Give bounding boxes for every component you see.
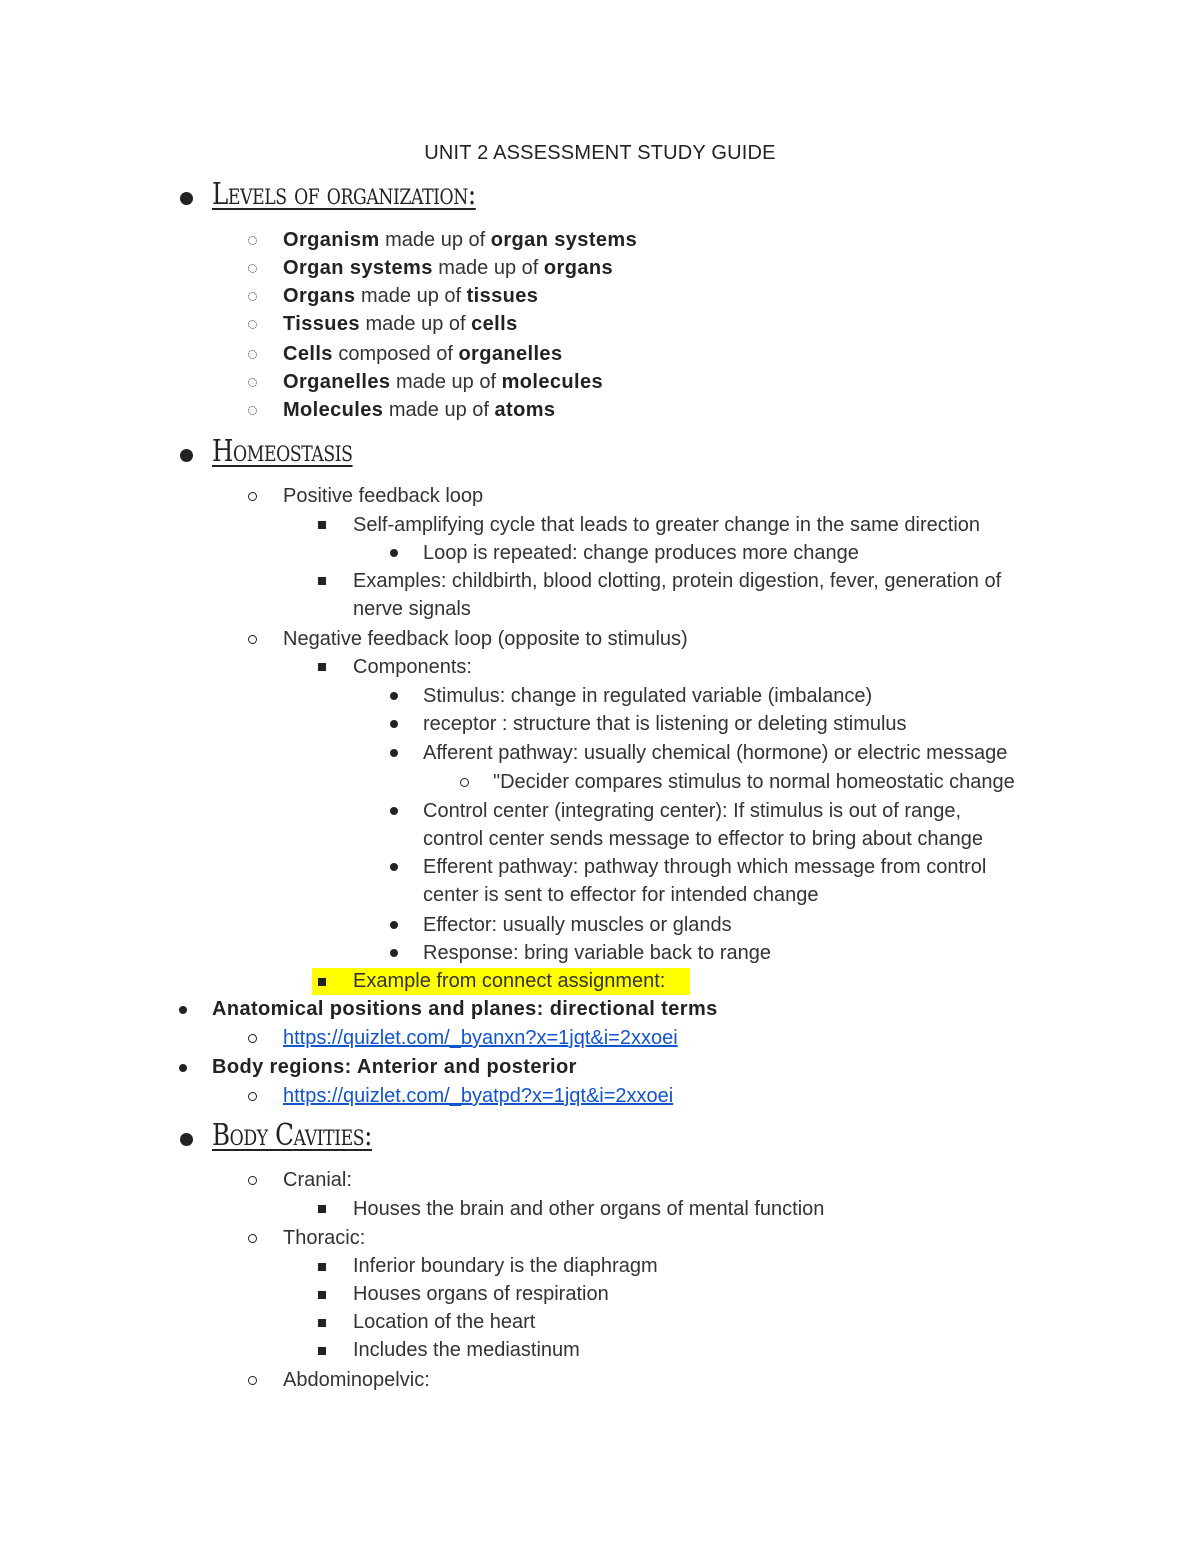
heading-cavities: Body Cavities: [212, 1118, 373, 1153]
bullet-square [318, 663, 326, 671]
list-item-continued: control center sends message to effector to bring about change [423, 828, 983, 850]
bullet-dot [390, 807, 398, 815]
list-item: Includes the mediastinum [353, 1339, 580, 1361]
list-item-continued: nerve signals [353, 598, 471, 620]
bullet-dot [390, 949, 398, 957]
bullet-square [318, 1319, 326, 1327]
list-item: Molecules made up of atoms [283, 399, 556, 421]
bullet-dot [390, 921, 398, 929]
list-item-continued: center is sent to effector for intended change [423, 884, 819, 906]
list-item: Examples: childbirth, blood clotting, protein digestion, fever, generation of [353, 570, 1002, 592]
bullet-dot [180, 192, 193, 205]
bullet-dot [180, 449, 193, 462]
quizlet-link-anatomical[interactable]: https://quizlet.com/_byanxn?x=1jqt&i=2xxoei [283, 1027, 678, 1049]
list-item: Location of the heart [353, 1311, 536, 1333]
highlighted-item: Example from connect assignment: [353, 970, 666, 992]
bullet-square [318, 1347, 326, 1355]
bullet-circle [248, 264, 257, 273]
list-item: Organ systems made up of organs [283, 257, 613, 279]
list-item: Inferior boundary is the diaphragm [353, 1255, 658, 1277]
bullet-dot [179, 1064, 187, 1072]
bullet-square [318, 521, 326, 529]
list-item: Cranial: [283, 1169, 352, 1191]
bullet-circle [248, 1034, 257, 1043]
bullet-circle [248, 492, 257, 501]
bullet-dot [179, 1006, 187, 1014]
section-heading-regions: Body regions: Anterior and posterior [212, 1056, 577, 1078]
list-item: Cells composed of organelles [283, 343, 563, 365]
bullet-circle [248, 406, 257, 415]
list-item: Organs made up of tissues [283, 285, 539, 307]
heading-levels: Levels of organization: [212, 177, 476, 212]
list-item: Houses organs of respiration [353, 1283, 609, 1305]
list-item: Thoracic: [283, 1227, 366, 1249]
list-item: Stimulus: change in regulated variable (imbalance) [423, 685, 873, 707]
list-item: Loop is repeated: change produces more change [423, 542, 859, 564]
list-item: Positive feedback loop [283, 485, 484, 507]
list-item: Abdominopelvic: [283, 1369, 430, 1391]
list-item: Tissues made up of cells [283, 313, 518, 335]
bullet-square [318, 1291, 326, 1299]
bullet-circle [248, 1234, 257, 1243]
bullet-dot [390, 749, 398, 757]
bullet-circle [248, 635, 257, 644]
bullet-square [318, 1263, 326, 1271]
bullet-dot [390, 720, 398, 728]
list-item: Organism made up of organ systems [283, 229, 638, 251]
bullet-circle [248, 320, 257, 329]
list-item: Effector: usually muscles or glands [423, 914, 732, 936]
bullet-circle [248, 1092, 257, 1101]
bullet-dot [390, 692, 398, 700]
page-title: UNIT 2 ASSESSMENT STUDY GUIDE [424, 142, 776, 164]
heading-homeostasis: Homeostasis [212, 434, 353, 469]
list-item: Control center (integrating center): If stimulus is out of range, [423, 800, 962, 822]
list-item: Afferent pathway: usually chemical (hormone) or electric message [423, 742, 1008, 764]
list-item: Response: bring variable back to range [423, 942, 771, 964]
quizlet-link-regions[interactable]: https://quizlet.com/_byatpd?x=1jqt&i=2xxoei [283, 1085, 674, 1107]
bullet-dot [390, 863, 398, 871]
bullet-circle [248, 1176, 257, 1185]
list-item [283, 1082, 673, 1110]
bullet-dot [180, 1133, 193, 1146]
bullet-dot [390, 549, 398, 557]
bullet-square [318, 1205, 326, 1213]
bullet-square [318, 978, 326, 986]
list-item: Efferent pathway: pathway through which message from control [423, 856, 987, 878]
list-item: Houses the brain and other organs of mental function [353, 1198, 825, 1220]
list-item: Self-amplifying cycle that leads to greater change in the same direction [353, 514, 981, 536]
bullet-circle [248, 378, 257, 387]
list-item: receptor : structure that is listening or deleting stimulus [423, 713, 907, 735]
list-item: "Decider compares stimulus to normal homeostatic change [493, 771, 1015, 793]
bullet-square [318, 577, 326, 585]
list-item: Components: [353, 656, 472, 678]
bullet-circle [248, 1376, 257, 1385]
list-item: Negative feedback loop (opposite to stimulus) [283, 628, 688, 650]
list-item: Organelles made up of molecules [283, 371, 604, 393]
list-item [283, 1024, 678, 1052]
bullet-circle [248, 292, 257, 301]
bullet-circle [248, 236, 257, 245]
bullet-circle [248, 350, 257, 359]
section-heading-anatomical: Anatomical positions and planes: directional terms [212, 998, 718, 1020]
bullet-circle [460, 778, 469, 787]
